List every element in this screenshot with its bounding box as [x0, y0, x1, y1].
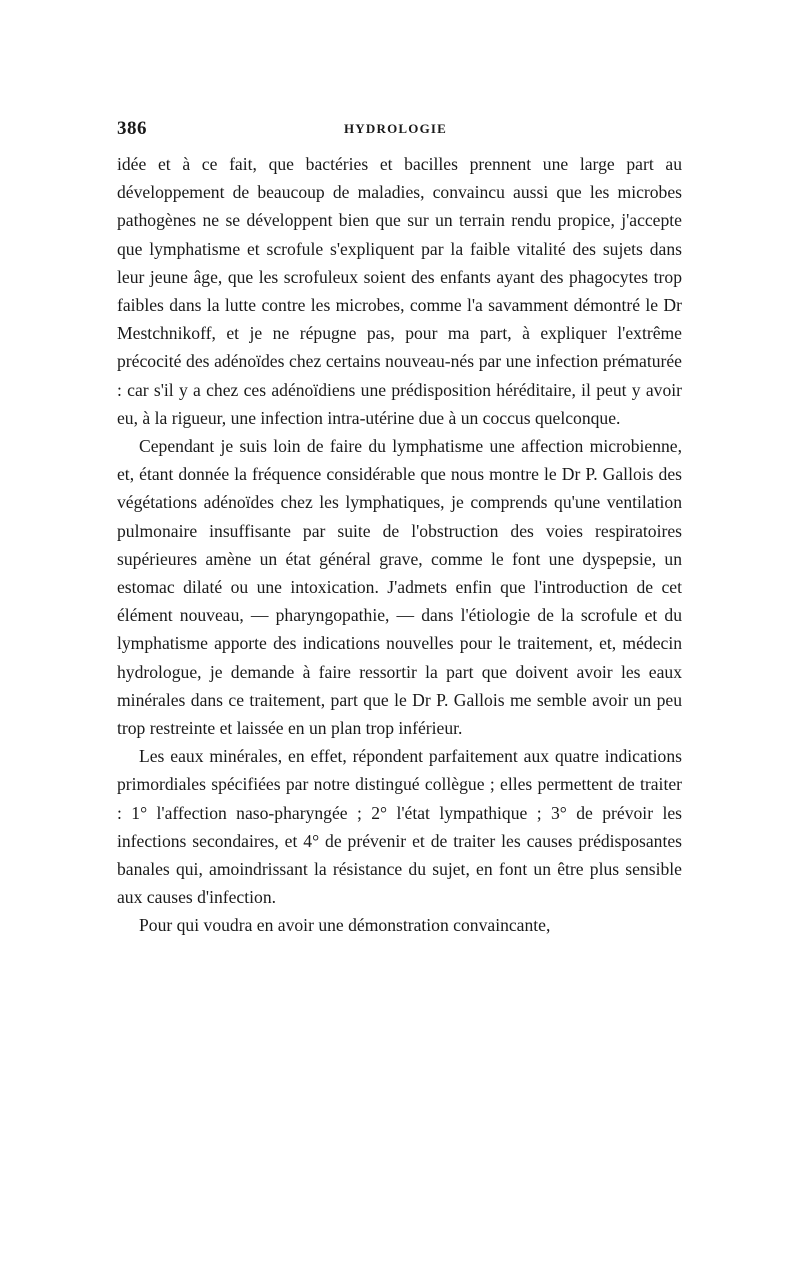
- paragraph: Les eaux minérales, en effet, répondent parfaitement aux quatre indications primordiales spécifiées par notre distingué collègue ; elles permettent de traiter : 1° l'affection naso-pharyngée ; 2° l'état lympathique ; 3° de prévoir les infections secondaires, et 4° de prévenir et de traiter les causes prédisposantes banales qui, amoindrissant la résistance du sujet, en font un être plus sensible aux causes d'infection.: [117, 746, 682, 908]
- running-head: [117, 118, 682, 144]
- paragraph-continuation: idée et à ce fait, que bactéries et bacilles prennent une large part au développement de beaucoup de maladies, convaincu aussi que les microbes pathogènes ne se développent bien que sur un terrain rendu propice, j'accepte que lymphatisme et scrofule s'expliquent par la faible vitalité des sujets dans leur jeune âge, que les scrofuleux soient des enfants ayant des phagocytes trop faibles dans la lutte contre les microbes, comme l'a savamment démontré le Dr Mestchnikoff, et je ne répugne pas, pour ma part, à expliquer l'extrême précocité des adénoïdes chez certains nouveau-nés par une infection prématurée : car s'il y a chez ces adénoïdiens une prédisposition héréditaire, il peut y avoir eu, à la rigueur, une infection intra-utérine due à un coccus quelconque.: [117, 154, 682, 428]
- running-title: HYDROLOGIE: [344, 121, 448, 136]
- paragraph: Pour qui voudra en avoir une démonstration convaincante,: [139, 915, 551, 936]
- book-page: [117, 118, 682, 940]
- paragraph: Cependant je suis loin de faire du lymphatisme une affection microbienne, et, étant donnée la fréquence considérable que nous montre le Dr P. Gallois des végétations adénoïdes chez les lymphatiques, je comprends qu'une ventilation pulmonaire insuffisante par suite de l'obstruction des voies respiratoires supérieures amène un état général grave, comme le font une dyspepsie, un estomac dilaté ou une intoxication. J'admets enfin que l'introduction de cet élément nouveau, — pharyngopathie, — dans l'étiologie de la scrofule et du lymphatisme apporte des indications nouvelles pour le traitement, et, médecin hydrologue, je demande à faire ressortir la part que doivent avoir les eaux minérales dans ce traitement, part que le Dr P. Gallois me semble avoir un peu trop restreinte et laissée en un plan trop inférieur.: [117, 436, 682, 739]
- page-number: 386: [117, 118, 147, 139]
